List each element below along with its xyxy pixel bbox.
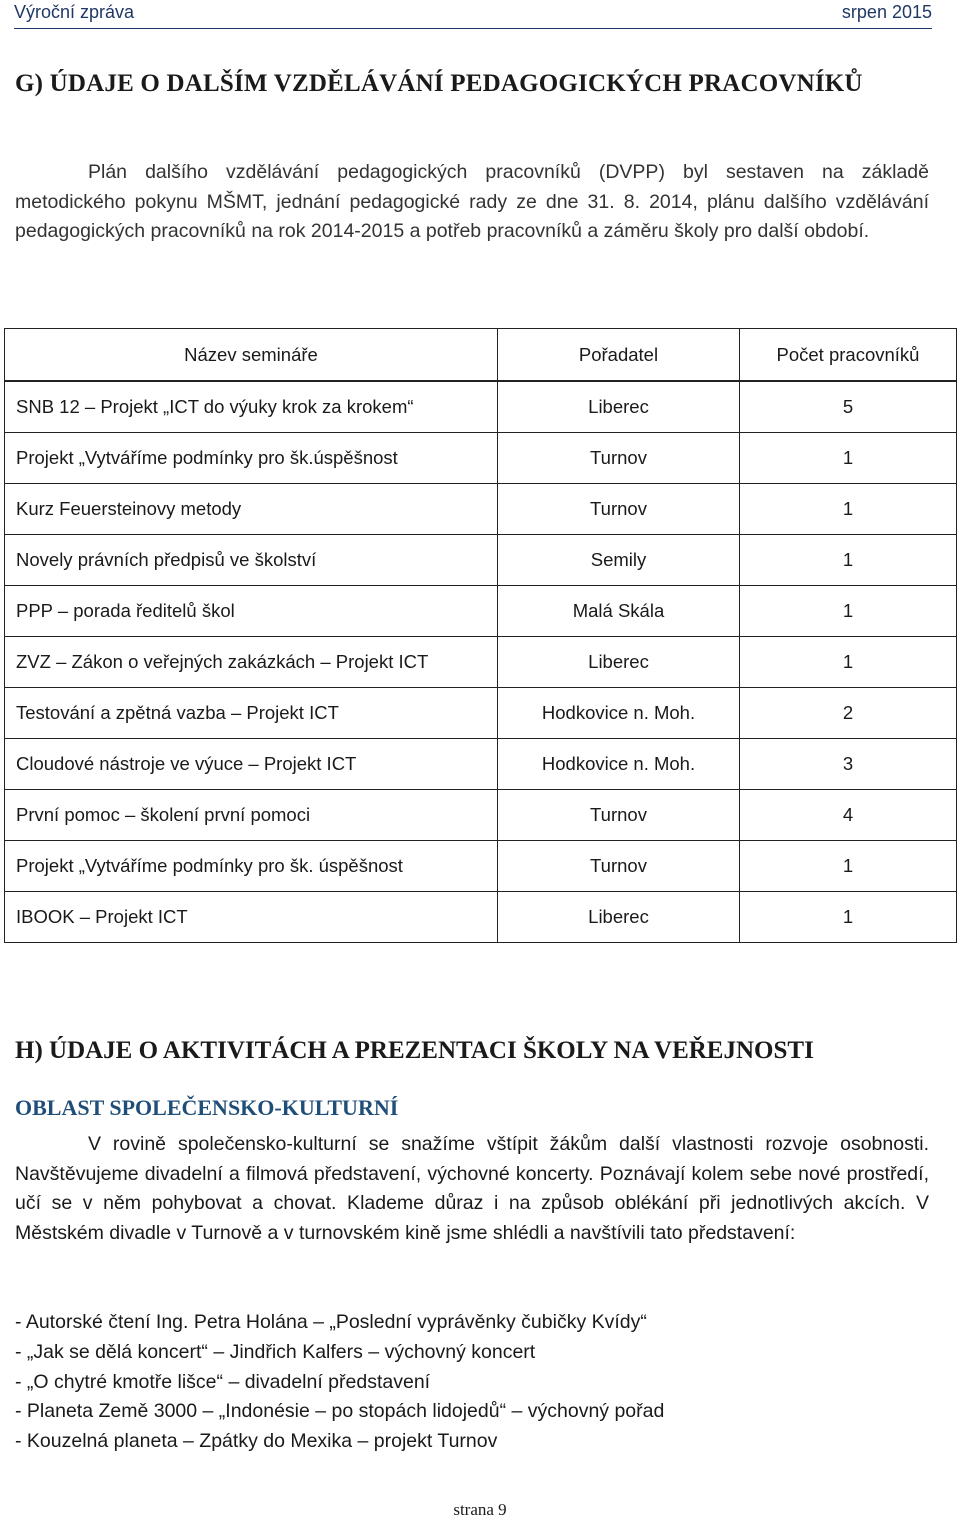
table-row [5, 790, 957, 841]
list-item: - Autorské čtení Ing. Petra Holána – „Poslední vyprávěnky čubičky Kvídy“ [15, 1311, 647, 1333]
header-document-title: Výroční zpráva [14, 2, 135, 22]
seminar-organizer: Turnov [498, 484, 740, 535]
table-row [5, 484, 957, 535]
seminar-name: SNB 12 – Projekt „ICT do výuky krok za krokem“ [5, 381, 498, 433]
seminar-name: Testování a zpětná vazba – Projekt ICT [5, 688, 498, 739]
list-item: - „Jak se dělá koncert“ – Jindřich Kalfers – výchovný koncert [15, 1340, 536, 1363]
table-row [5, 381, 957, 433]
list-item: - „O chytré kmotře lišce“ – divadelní představení [15, 1370, 431, 1393]
seminar-count: 1 [740, 433, 957, 484]
column-header-organizer: Pořadatel [498, 329, 740, 382]
page-header [14, 0, 932, 29]
seminar-organizer: Hodkovice n. Moh. [498, 688, 740, 739]
seminar-name: Kurz Feuersteinovy metody [5, 484, 498, 535]
seminar-count: 1 [740, 841, 957, 892]
seminar-count: 1 [740, 637, 957, 688]
seminar-count: 1 [740, 586, 957, 637]
table-row [5, 739, 957, 790]
seminar-organizer: Malá Skála [498, 586, 740, 637]
seminar-organizer: Hodkovice n. Moh. [498, 739, 740, 790]
seminars-table [4, 328, 957, 943]
table-header-row [5, 329, 957, 382]
section-h-subheading: OBLAST SPOLEČENSKO-KULTURNÍ [15, 1095, 399, 1120]
seminar-organizer: Semily [498, 535, 740, 586]
seminar-count: 1 [740, 484, 957, 535]
seminar-organizer: Liberec [498, 892, 740, 943]
seminar-name: IBOOK – Projekt ICT [5, 892, 498, 943]
list-item: - Kouzelná planeta – Zpátky do Mexika – projekt Turnov [15, 1430, 498, 1453]
table-row [5, 688, 957, 739]
seminar-name: Projekt „Vytváříme podmínky pro šk. úspěšnost [5, 841, 498, 892]
seminar-name: ZVZ – Zákon o veřejných zakázkách – Projekt ICT [5, 637, 498, 688]
column-header-name: Název semináře [5, 329, 498, 382]
seminar-name: Projekt „Vytváříme podmínky pro šk.úspěšnost [5, 433, 498, 484]
list-item: - Planeta Země 3000 – „Indonésie – po stopách lidojedů“ – výchovný pořad [15, 1400, 665, 1423]
table-row [5, 535, 957, 586]
performances-list [15, 1308, 664, 1457]
table-row [5, 892, 957, 943]
seminar-count: 2 [740, 688, 957, 739]
seminar-count: 4 [740, 790, 957, 841]
seminar-organizer: Turnov [498, 790, 740, 841]
seminar-organizer: Turnov [498, 433, 740, 484]
seminar-name: Cloudové nástroje ve výuce – Projekt ICT [5, 739, 498, 790]
page-number: strana 9 [453, 1500, 507, 1519]
seminar-name: Novely právních předpisů ve školství [5, 535, 498, 586]
seminar-count: 1 [740, 892, 957, 943]
section-h-heading: H) ÚDAJE O AKTIVITÁCH A PREZENTACI ŠKOLY NA VEŘEJNOSTI [15, 1037, 814, 1064]
table-row [5, 433, 957, 484]
seminar-organizer: Liberec [498, 381, 740, 433]
header-date: srpen 2015 [841, 2, 932, 22]
section-h-paragraph: V rovině společensko-kulturní se snažíme vštípit žákům další vlastnosti rozvoje osobnosti. Navštěvujeme divadelní a filmová představení, výchovné koncerty. Poznávají kolem sebe nové prostředí, učí se v něm pohybovat a chovat. Klademe důraz i na způsob oblékání při jednotlivých akcích. V Městském divadle v Turnově a v turnovském kině jsme shlédli a navštívili tato představení: [15, 1133, 929, 1244]
table-row [5, 637, 957, 688]
seminar-organizer: Turnov [498, 841, 740, 892]
seminar-name: PPP – porada ředitelů škol [5, 586, 498, 637]
seminar-organizer: Liberec [498, 637, 740, 688]
seminar-name: První pomoc – školení první pomoci [5, 790, 498, 841]
table-row [5, 841, 957, 892]
column-header-count: Počet pracovníků [740, 329, 957, 382]
table-row [5, 586, 957, 637]
seminar-count: 5 [740, 381, 957, 433]
section-g-paragraph: Plán dalšího vzdělávání pedagogických pracovníků (DVPP) byl sestaven na základě metodického pokynu MŠMT, jednání pedagogické rady ze dne 31. 8. 2014, plánu dalšího vzdělávání pedagogických pracovníků na rok 2014-2015 a potřeb pracovníků a záměru školy pro další období. [15, 161, 929, 242]
seminar-count: 3 [740, 739, 957, 790]
section-g-heading: G) ÚDAJE O DALŠÍM VZDĚLÁVÁNÍ PEDAGOGICKÝCH PRACOVNÍKŮ [15, 70, 863, 97]
seminar-count: 1 [740, 535, 957, 586]
